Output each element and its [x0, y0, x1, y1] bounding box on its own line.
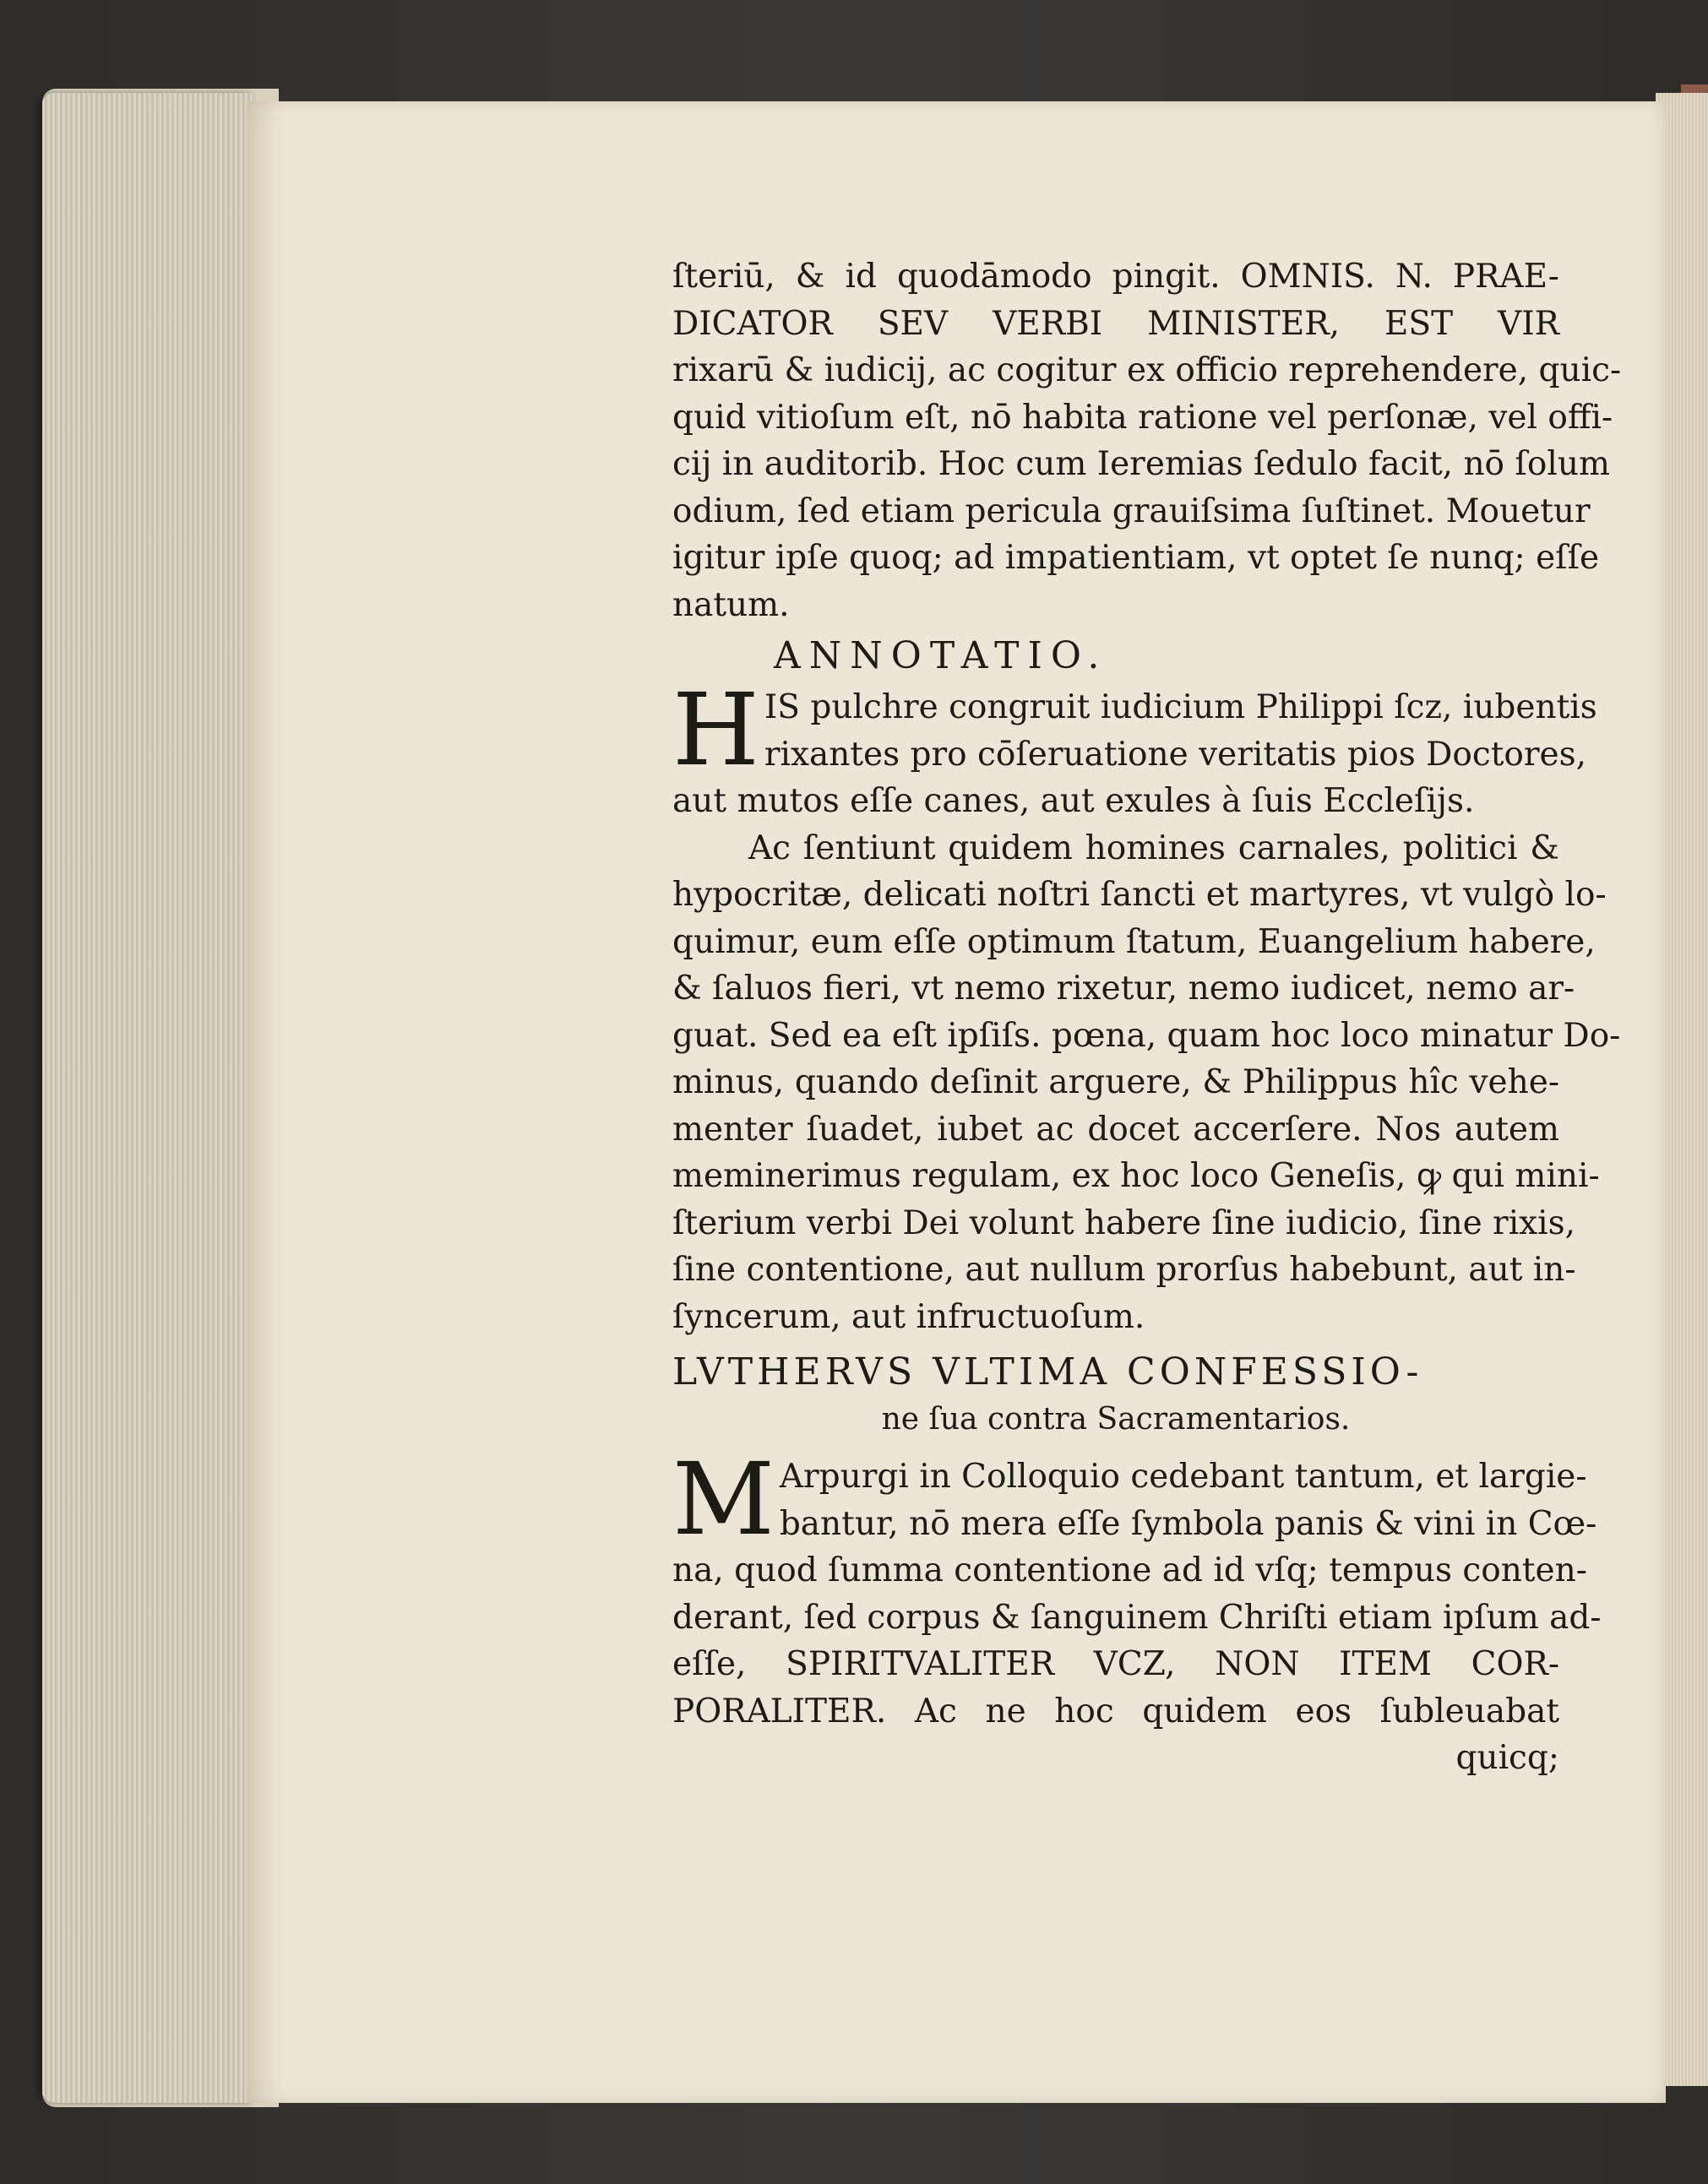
section-subheading: ne ſua contra Sacramentarios. [881, 1402, 1351, 1437]
book-page [247, 101, 1666, 2103]
paragraph-2 [672, 671, 1597, 825]
text-line: odium, ſed etiam pericula grauiſsima ſuſtinet. Mouetur [672, 492, 1591, 530]
page-text-block [672, 253, 1622, 1781]
text-line: quid vitioſum eſt, nō habita ratione vel perſonæ, vel offi- [672, 398, 1613, 437]
text-line: Arpurgi in Colloquio cedebant tantum, et largie- [779, 1458, 1587, 1496]
paragraph-1 [672, 253, 1622, 628]
text-line: Ac ſentiunt quidem homines carnales, politici & [748, 829, 1559, 867]
text-line: PORALITER. Ac ne hoc quidem eos ſubleuabat [672, 1692, 1559, 1730]
text-line: meminerimus regulam, ex hoc loco Geneſis, ꝙ qui mini- [672, 1157, 1600, 1195]
text-line: rixantes pro cōſeruatione veritatis pios Doctores, [764, 735, 1587, 774]
text-line: & ſaluos fieri, vt nemo rixetur, nemo iudicet, nemo ar- [672, 970, 1575, 1008]
spacer [672, 1340, 1559, 1347]
text-line: DICATOR SEV VERBI MINISTER, EST VIR [672, 304, 1559, 343]
text-line: guat. Sed ea eſt ipſiſs. pœna, quam hoc loco minatur Do- [672, 1016, 1621, 1055]
spacer [672, 1447, 1559, 1453]
text-line: eſſe, SPIRITVALITER VCZ, NON ITEM COR- [672, 1645, 1559, 1683]
text-line: bantur, nō mera eſſe ſymbola panis & vini in Cœ- [779, 1504, 1597, 1543]
text-line: na, quod ſumma contentione ad id vſq; tempus conten- [672, 1551, 1587, 1589]
text-line: menter ſuadet, iubet ac docet accerſere. Nos autem [672, 1110, 1559, 1149]
text-line: IS pulchre congruit iudicium Philippi ſcz, iubentis [764, 688, 1597, 726]
text-line: derant, ſed corpus & ſanguinem Chriſti etiam ipſum ad- [672, 1598, 1602, 1637]
text-line: cij in auditorib. Hoc cum Ieremias ſedulo facit, nō ſolum [672, 445, 1610, 483]
text-line: ſyncerum, aut infructuoſum. [672, 1297, 1145, 1336]
drop-cap-letter: M [672, 1441, 775, 1557]
text-line: hypocritæ, delicati noſtri ſancti et martyres, vt vulgò lo- [672, 876, 1607, 914]
text-line: rixarū & iudicij, ac cogitur ex officio reprehendere, quic- [672, 351, 1622, 389]
text-line: ſteriū, & id quodāmodo pingit. OMNIS. N. PRAE- [672, 258, 1559, 296]
text-line: aut mutos eſſe canes, aut exules à ſuis Eccleſi⁠js. [672, 782, 1475, 820]
text-line: minus, quando deſinit arguere, & Philippus hîc vehe- [672, 1063, 1559, 1101]
text-line: igitur ipſe quoq; ad impatientiam, vt optet ſe nunq; eſſe [672, 539, 1600, 577]
drop-cap-letter: H [672, 671, 759, 788]
text-line: ſterium verbi Dei volunt habere ſine iudicio, ſine rixis, [672, 1203, 1576, 1242]
book-page-edges-left [42, 93, 253, 2103]
text-line: natum. [672, 585, 790, 624]
paragraph-3 [672, 825, 1621, 1341]
text-line: quimur, eum eſſe optimum ſtatum, Euangelium habere, [672, 922, 1596, 961]
text-line: ſine contentione, aut nullum prorſus habebunt, aut in- [672, 1251, 1576, 1289]
paragraph-4 [672, 1441, 1602, 1735]
section-heading-luthervs: LVTHERVS VLTIMA CONFESSIO- [672, 1350, 1423, 1394]
section-heading-annotatio: ANNOTATIO. [774, 634, 1108, 677]
catchword: quicq; [1455, 1739, 1559, 1777]
